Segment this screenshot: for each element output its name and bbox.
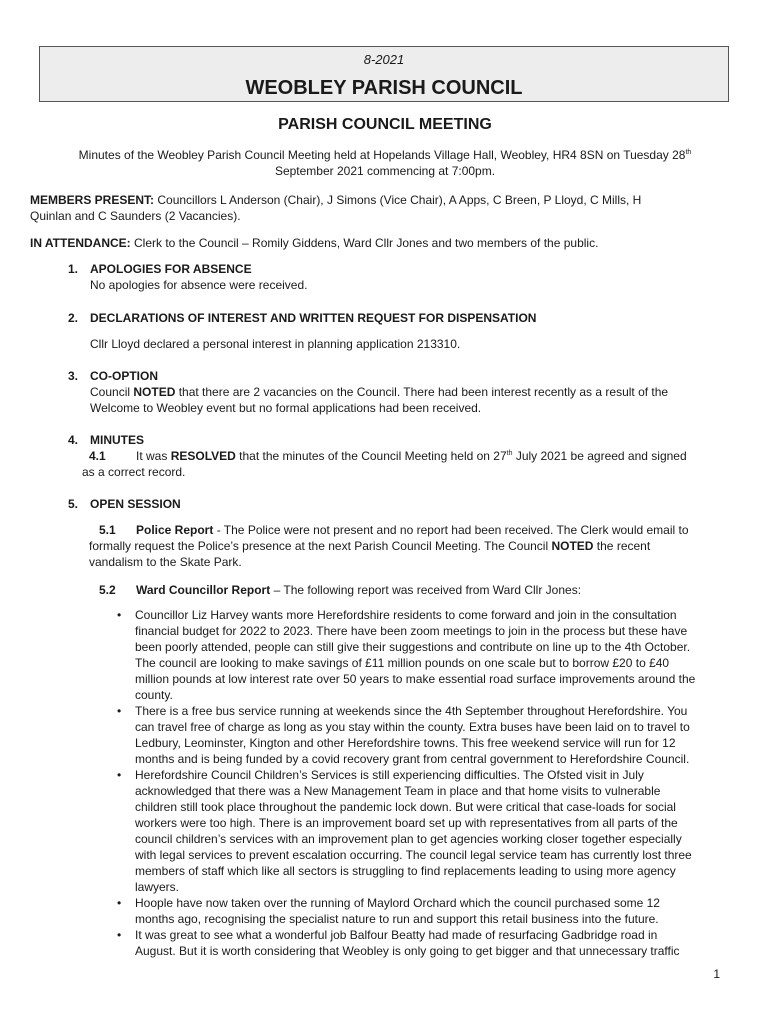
section-4-text — [82, 448, 722, 480]
header-box — [39, 46, 729, 102]
bullet-glyph: • — [117, 704, 122, 718]
bullet-line: council children’s services with an improvement plan to get agencies working closer together especially — [135, 832, 682, 846]
section-number: 3. — [68, 369, 79, 383]
text-run: It was — [136, 449, 171, 463]
text-run: – The following report was received from Ward Cllr Jones: — [270, 583, 582, 597]
text-run: that the minutes of the Council Meeting held on 27 — [235, 449, 507, 463]
bullet-line: county. — [135, 688, 173, 702]
bullet-line: with legal services to prevent escalation occurring. The council legal service team has currently lost three — [135, 848, 692, 862]
noted-emphasis: NOTED — [551, 539, 594, 553]
bullet-line: acknowledged that there was a New Management Team in place and that home visits to vulnerable — [135, 784, 661, 798]
intro-line-1: Minutes of the Weobley Parish Council Meeting held at Hopelands Village Hall, Weobley, HR4 8SN on Tuesday 28 — [78, 148, 686, 162]
section-title: MINUTES — [90, 433, 144, 447]
text-run: the recent — [593, 539, 651, 553]
section-title: CO-OPTION — [90, 369, 158, 383]
intro-line-2: September 2021 commencing at 7:00pm. — [274, 164, 496, 178]
meeting-title: PARISH COUNCIL MEETING — [278, 116, 492, 133]
resolved-emphasis: RESOLVED — [170, 449, 236, 463]
bullet-line: Hoople have now taken over the running of Maylord Orchard which the council purchased some 12 — [135, 896, 660, 910]
bullet-line: It was great to see what a wonderful job Balfour Beatty had made of resurfacing Gadbridge road in — [135, 928, 658, 942]
section-4-heading — [68, 432, 144, 448]
members-text-2: Quinlan and C Saunders (2 Vacancies). — [30, 209, 241, 223]
ward-report-bullet-list — [117, 607, 727, 959]
bullet-item — [117, 895, 727, 927]
bullet-glyph: • — [117, 896, 122, 910]
in-attendance — [30, 235, 740, 251]
bullet-item — [117, 927, 727, 959]
section-3-heading — [68, 368, 158, 384]
text-run: Welcome to Weobley event but no formal applications had been received. — [90, 401, 482, 415]
section-number: 5. — [68, 497, 79, 511]
members-present — [30, 192, 740, 224]
bullet-line: members of staff which like all sectors is struggling to find replacements leading to using more agency — [135, 864, 676, 878]
noted-emphasis: NOTED — [133, 385, 176, 399]
section-2-text: Cllr Lloyd declared a personal interest in planning application 213310. — [90, 337, 461, 351]
bullet-line: children still took place throughout the pandemic lock down. But were critical that case-loads for social — [135, 800, 676, 814]
section-2-heading — [68, 310, 536, 326]
bullet-line: months and is being funded by a covid recovery grant from central government to Herefordshire Council. — [135, 752, 690, 766]
text-run: as a correct record. — [82, 465, 186, 479]
attendance-text: Clerk to the Council – Romily Giddens, Ward Cllr Jones and two members of the public. — [130, 236, 599, 250]
bullet-item — [117, 767, 727, 895]
section-5-2-text — [89, 582, 729, 598]
subsection-number: 5.1 — [99, 523, 116, 537]
bullet-line: workers were too high. There is an improvement board set up with representatives from all parts of the — [135, 816, 678, 830]
bullet-line: There is a free bus service running at weekends since the 4th September throughout Herefordshire. You — [135, 704, 688, 718]
subsection-number: 5.2 — [99, 583, 116, 597]
text-run: July 2021 be agreed and signed — [512, 449, 687, 463]
text-run: - The Police were not present and no report had been received. The Clerk would email to — [213, 523, 689, 537]
text-run: formally request the Police’s presence at the next Parish Council Meeting. The Council — [89, 539, 552, 553]
section-5-1-text — [89, 522, 729, 570]
bullet-line: been poorly attended, people can still give their suggestions and contribute on line up to the 4th October. — [135, 640, 691, 654]
bullet-line: financial budget for 2022 to 2023. There have been zoom meetings to join in the process but these have — [135, 624, 688, 638]
section-5-heading — [68, 496, 181, 512]
bullet-line: Ledbury, Leominster, Kington and other Herefordshire towns. This free weekend service will run for 12 — [135, 736, 676, 750]
section-1-text: No apologies for absence were received. — [90, 278, 308, 292]
ward-councillor-report-heading: Ward Councillor Report — [136, 583, 271, 597]
section-title: DECLARATIONS OF INTEREST AND WRITTEN REQUEST FOR DISPENSATION — [90, 311, 537, 325]
subsection-number: 4.1 — [89, 449, 106, 463]
document-reference: 8-2021 — [363, 52, 405, 67]
bullet-glyph: • — [117, 768, 122, 782]
bullet-line: lawyers. — [135, 880, 180, 894]
section-title: OPEN SESSION — [90, 497, 181, 511]
text-run: vandalism to the Skate Park. — [89, 555, 242, 569]
text-run: Council — [90, 385, 134, 399]
page-number: 1 — [713, 967, 720, 981]
members-label: MEMBERS PRESENT: — [30, 193, 155, 207]
intro-superscript: th — [685, 149, 692, 156]
bullet-item — [117, 607, 727, 703]
bullet-line: The council are looking to make savings of £11 million pounds on one scale but to borrow £20 to £40 — [135, 656, 670, 670]
bullet-glyph: • — [117, 928, 122, 942]
section-1-heading — [68, 261, 252, 277]
members-text-1: Councillors L Anderson (Chair), J Simons (Vice Chair), A Apps, C Breen, P Lloyd, C Mills, H — [154, 193, 642, 207]
section-title: APOLOGIES FOR ABSENCE — [90, 262, 252, 276]
bullet-item — [117, 703, 727, 767]
text-run: that there are 2 vacancies on the Council. There had been interest recently as a result of the — [175, 385, 669, 399]
section-number: 2. — [68, 311, 79, 325]
attendance-label: IN ATTENDANCE: — [30, 236, 131, 250]
bullet-line: can travel free of charge as long as you stay within the county. Extra buses have been laid on to travel to — [135, 720, 690, 734]
council-title: WEOBLEY PARISH COUNCIL — [245, 77, 523, 99]
bullet-line: Herefordshire Council Children’s Services is still experiencing difficulties. The Ofsted visit in July — [135, 768, 644, 782]
police-report-heading: Police Report — [136, 523, 214, 537]
superscript: th — [506, 450, 513, 457]
bullet-line: months ago, recognising the specialist nature to run and support this retail business into the future. — [135, 912, 659, 926]
section-number: 4. — [68, 433, 79, 447]
bullet-line: Councillor Liz Harvey wants more Herefordshire residents to come forward and join in the consultation — [135, 608, 677, 622]
bullet-line: August. But it is worth considering that Weobley is only going to get bigger and that unnecessary traffic — [135, 944, 680, 958]
section-number: 1. — [68, 262, 79, 276]
bullet-glyph: • — [117, 608, 122, 622]
section-3-text — [90, 384, 710, 416]
intro-paragraph — [50, 147, 720, 179]
bullet-line: million pounds at low interest rate over 50 years to make essential road surface improvements around the — [135, 672, 696, 686]
